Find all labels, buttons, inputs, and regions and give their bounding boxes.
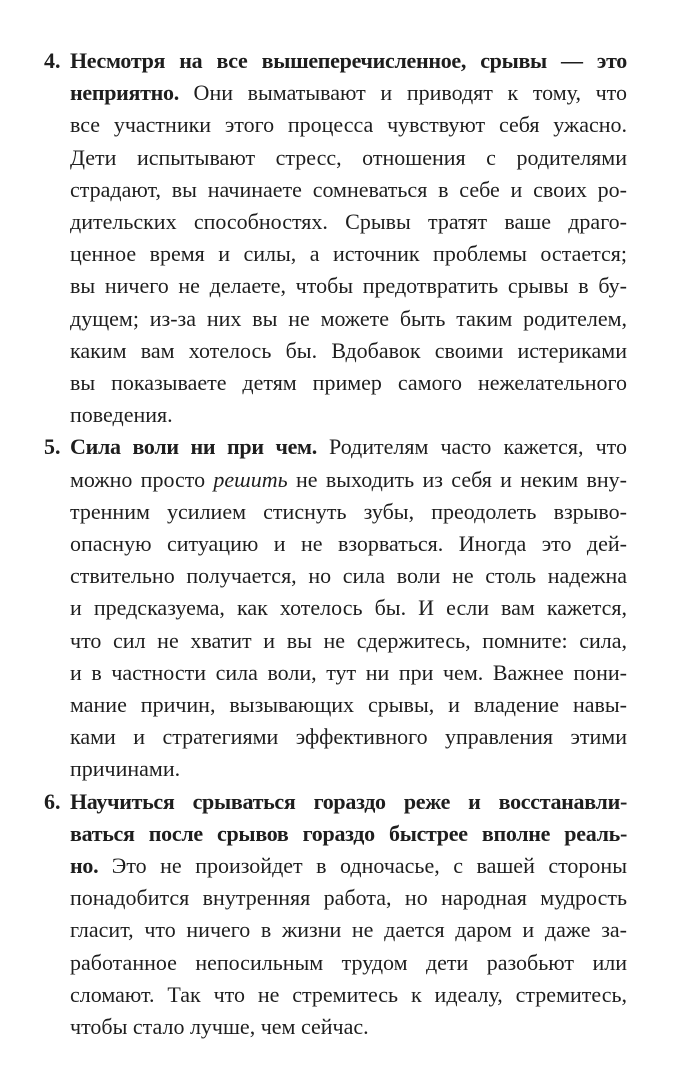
bold-text: Сила воли ни при чем. [70, 434, 317, 460]
regular-text: все участники этого процесса чувствуют себя ужасно. [70, 112, 627, 138]
regular-text: не выходить из себя и неким вну- [287, 466, 627, 492]
text-line [70, 303, 627, 335]
regular-text: Родителям часто кажется, что [316, 434, 627, 460]
text-line [70, 399, 627, 431]
bold-text: ваться после срывов гораздо быстрее вполне реаль- [70, 820, 627, 846]
regular-text: можно просто [70, 466, 214, 492]
regular-text: тренним усилием стиснуть зубы, преодолеть взрыво- [70, 498, 627, 524]
regular-text: дущем; из-за них вы не можете быть таким родителем, [70, 305, 627, 331]
item-number: 4. [44, 48, 61, 73]
regular-text: и в частности сила воли, тут ни при чем. Важнее пони- [70, 659, 627, 685]
regular-text: вы показываете детям пример самого нежелательного [70, 370, 627, 396]
regular-text: Это не произойдет в одночасье, с вашей стороны [98, 853, 627, 879]
regular-text: дительских способностях. Срывы тратят ваше драго- [70, 209, 627, 235]
regular-text: понадобится внутренняя работа, но народная мудрость [70, 885, 627, 911]
regular-text: опасную ситуацию и не взорваться. Иногда это дей- [70, 531, 627, 557]
text-line [70, 174, 627, 206]
text-line [70, 109, 627, 141]
regular-text: Дети испытывают стресс, отношения с родителями [70, 144, 627, 170]
item-number: 5. [44, 434, 61, 460]
regular-text: каким вам хотелось бы. Вдобавок своими истериками [70, 337, 627, 363]
regular-text: причинами. [70, 756, 181, 782]
text-line [70, 238, 627, 270]
text-line [70, 142, 627, 174]
text-line [70, 77, 627, 109]
regular-text: вы ничего не делаете, чтобы предотвратить срывы в бу- [70, 273, 627, 299]
text-line [70, 45, 627, 77]
regular-text: страдают, вы начинаете сомневаться в себе и своих ро- [70, 176, 627, 202]
text-line [70, 786, 627, 818]
regular-text: гласит, что ничего в жизни не дается даром и даже за- [70, 917, 627, 943]
text-line [70, 464, 627, 496]
text-line [70, 367, 627, 399]
regular-text: сломают. Так что не стремитесь к идеалу, стремитесь, [70, 981, 627, 1007]
regular-text: ками и стратегиями эффективного управления этими [70, 724, 627, 750]
regular-text: что сил не хватит и вы не сдержитесь, помните: сила, [70, 627, 627, 653]
regular-text: работанное непосильным трудом дети разобьют или [70, 949, 627, 975]
bold-text: Научиться срываться гораздо реже и восстанавли- [70, 788, 627, 814]
text-line [70, 528, 627, 560]
text-line [70, 818, 627, 850]
text-line [70, 270, 627, 302]
regular-text: ценное время и силы, а источник проблемы остается; [70, 241, 627, 267]
numbered-list [44, 45, 627, 1043]
text-line [70, 206, 627, 238]
item-number: 6. [44, 788, 61, 814]
text-line [70, 947, 627, 979]
bold-text: но. [70, 853, 99, 879]
regular-text: мание причин, вызывающих срывы, и владение навы- [70, 692, 627, 718]
list-item [44, 431, 627, 785]
regular-text: Они выматывают и приводят к тому, что [178, 80, 627, 106]
regular-text: поведения. [70, 402, 173, 428]
bold-text: Несмотря на все вышеперечисленное, срывы — это [70, 48, 627, 73]
text-line [70, 496, 627, 528]
text-line [70, 979, 627, 1011]
text-line [70, 431, 627, 463]
text-line [70, 657, 627, 689]
text-line [70, 914, 627, 946]
text-line [70, 882, 627, 914]
text-line [70, 335, 627, 367]
text-line [70, 753, 627, 785]
text-line [70, 592, 627, 624]
text-line [70, 721, 627, 753]
text-line [70, 1011, 627, 1043]
bold-text: неприятно. [70, 80, 179, 106]
text-line [70, 625, 627, 657]
regular-text: и предсказуема, как хотелось бы. И если вам кажется, [70, 595, 627, 621]
regular-text: ствительно получается, но сила воли не столь надежна [70, 563, 627, 589]
list-item [44, 786, 627, 1044]
text-line [70, 689, 627, 721]
text-line [70, 850, 627, 882]
list-item [44, 45, 627, 431]
text-line [70, 560, 627, 592]
regular-text: чтобы стало лучше, чем сейчас. [70, 1014, 369, 1040]
italic-text: решить [213, 466, 288, 492]
